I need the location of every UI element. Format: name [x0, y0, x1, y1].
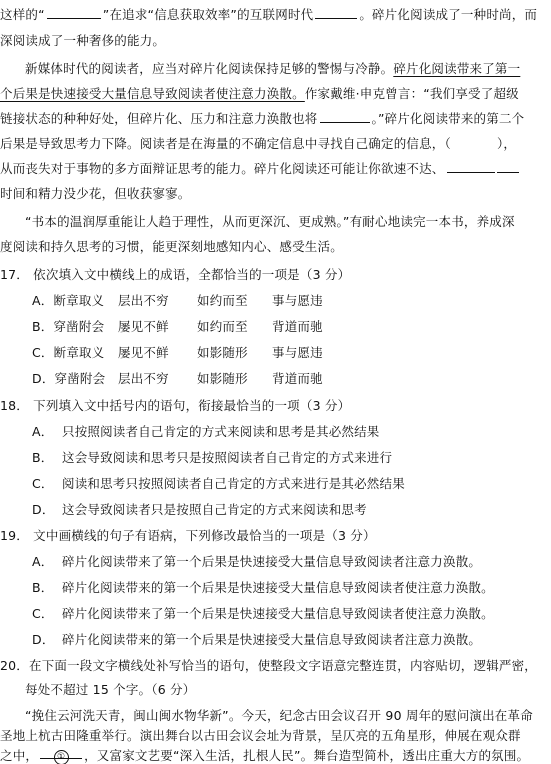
- passage-line: 这样的“ ”在追求“信息获取效率”的互联网时代 。碎片化阅读成了一种时尚，而: [0, 7, 538, 22]
- question-19-option-c: C． 碎片化阅读带来了第一个后果是快速接受大量信息导致阅读者使注意力涣散。: [32, 606, 494, 621]
- passage-line: 之中， ① ，又富家文艺要“深入生活，扎根人民”。舞台造型简朴，透出庄重大方的氛围。: [0, 745, 551, 764]
- passage-line: 度阅读和持久思考的习惯，能更深刻地感知内心、感受生活。: [0, 239, 343, 254]
- question-18-option-a: A． 只按照阅读者自己肯定的方式来阅读和思考是其必然结果: [32, 424, 380, 439]
- question-19-option-a: A． 碎片化阅读带来了第一个后果是快速接受大量信息导致阅读者注意力涣散。: [32, 554, 482, 569]
- underlined-sentence: 碎片化阅读带来了第一: [393, 61, 521, 76]
- question-18-option-b: B． 这会导致阅读和思考只是按照阅读者自己肯定的方式来进行: [32, 450, 393, 465]
- question-19-option-d: D． 碎片化阅读带来的第一个后果是快速接受大量信息导致阅读者注意力涣散。: [32, 632, 482, 647]
- passage-line: 圣地上杭古田隆重举行。演出舞台以古田会议会址为背景，呈仄亮的五角星形，伸展在观众群: [0, 728, 521, 743]
- passage-line: 从而丧失对于事物的多方面辩证思考的能力。碎片化阅读还可能让你欲速不达、: [0, 158, 551, 180]
- question-18-option-d: D． 这会导致阅读者只是按照自己肯定的方式来阅读和思考: [32, 502, 367, 517]
- fill-blank: [447, 159, 495, 173]
- passage-line: 个后果是快速接受大量信息导致阅读者使注意力涣散。作家戴维·申克曾言：“我们享受了超级: [0, 86, 519, 101]
- question-17-option-c: C．断章取义 屡见不鲜 如影随形 事与愿违: [32, 345, 323, 360]
- question-19-stem: 19． 文中画横线的句子有语病，下列修改最恰当的一项是（3 分）: [0, 528, 376, 543]
- circled-number-1: ①: [54, 750, 69, 764]
- fill-blank: [47, 5, 101, 19]
- question-19-option-b: B． 碎片化阅读带来的第一个后果是快速接受大量信息导致阅读者使注意力涣散。: [32, 580, 494, 595]
- question-17-option-b: B．穿凿附会 屡见不鲜 如约而至 背道而驰: [32, 319, 323, 334]
- question-17-option-d: D．穿凿附会 层出不穷 如影随形 背道而驰: [32, 371, 323, 386]
- question-20-stem: 每处不超过 15 个字。（6 分）: [25, 682, 196, 697]
- question-17-stem: 17． 依次填入文中横线上的成语，全都恰当的一项是（3 分）: [0, 267, 351, 282]
- question-20-stem: 20．在下面一段文字横线处补写恰当的语句，使整段文字语意完整连贯，内容贴切，逻辑严密，: [0, 658, 538, 673]
- passage-line: 链接状态的种种好处，但碎片化、压力和注意力涣散也将 。”碎片化阅读带来的第二个: [0, 111, 525, 126]
- question-17-option-a: A．断章取义 层出不穷 如约而至 事与愿违: [32, 293, 323, 308]
- dash: [497, 159, 519, 173]
- passage-line: “挽住云河洗天青，闽山闽水物华新”。今天，纪念古田会议召开 90 周年的慰问演出在革命: [25, 708, 533, 723]
- fill-blank: [320, 109, 370, 123]
- passage-line: 新媒体时代的阅读者，应当对碎片化阅读保持足够的警惕与冷静。碎片化阅读带来了第一: [25, 61, 521, 76]
- answer-blank-1: [40, 745, 82, 762]
- question-18-stem: 18． 下列填入文中括号内的语句，衔接最恰当的一项（3 分）: [0, 398, 351, 413]
- passage-line: 后果是导致思考力下降。阅读者是在海量的不确定信息中寻找自己确定的信息，（ ），: [0, 136, 517, 151]
- passage-line: “书本的温润厚重能让人趋于理性，从而更深沉、更成熟。”有耐心地读完一本书，养成深: [25, 214, 515, 229]
- passage-line: 时间和精力没少花，但收获寥寥。: [0, 186, 191, 201]
- fill-blank: [315, 5, 357, 19]
- passage-line: 深阅读成了一种奢侈的能力。: [0, 33, 166, 48]
- question-18-option-c: C． 阅读和思考只按照阅读者自己肯定的方式来进行是其必然结果: [32, 476, 405, 491]
- underlined-sentence: 个后果是快速接受大量信息导致阅读者使注意力涣散。: [0, 86, 305, 101]
